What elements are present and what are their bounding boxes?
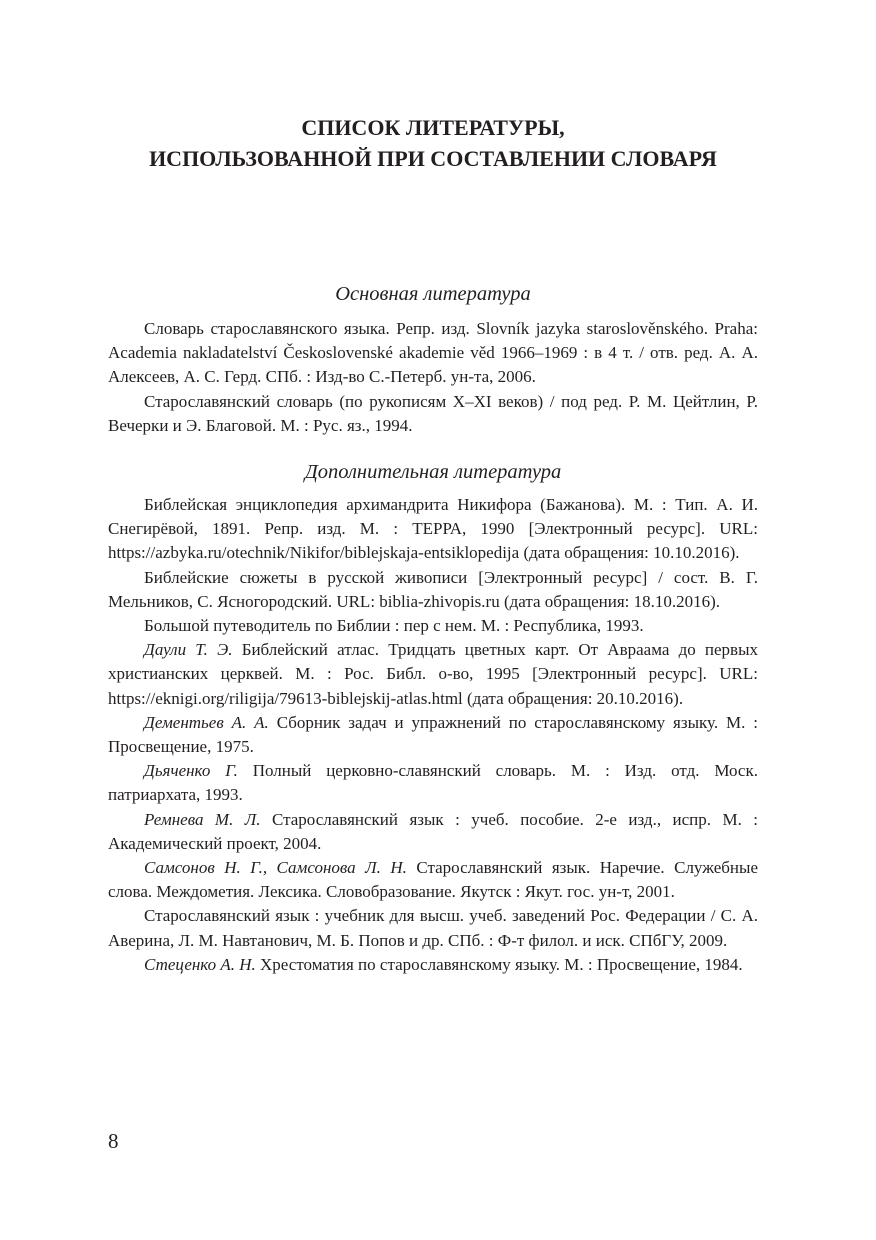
- bibliography-entry: [108, 711, 758, 759]
- bibliography-entry: [108, 614, 758, 638]
- page-title-line-1: СПИСОК ЛИТЕРАТУРЫ,: [301, 115, 565, 140]
- bibliography-entry: [108, 808, 758, 856]
- entry-text: Большой путеводитель по Библии : пер с нем. М. : Республика, 1993.: [144, 616, 644, 636]
- bibliography-entry: [108, 904, 758, 952]
- entry-text: Библейские сюжеты в русской живописи [Электронный ресурс] / сост. В. Г. Мельников, С. Ясногородский. URL: biblia-zhivopis.ru (дата обращения: 18.10.2016).: [108, 567, 758, 611]
- entry-author: Даули Т. Э.: [144, 640, 233, 660]
- main-literature-heading: Основная литература: [335, 283, 531, 305]
- entry-text: Хрестоматия по старославянскому языку. М. : Просвещение, 1984.: [255, 954, 743, 974]
- entry-text: Библейская энциклопедия архимандрита Никифора (Бажанова). М. : Тип. А. И. Снегирёвой, 1891. Репр. изд. М. : ТЕРРА, 1990 [Электронный ресурс]. URL: https://azbyka.ru/otechnik/Nikifor/biblejskaja-entsiklopedija (дата обращения: 10.10.2016).: [108, 495, 758, 563]
- bibliography-entry: [108, 566, 758, 614]
- page-title: [108, 112, 758, 174]
- entry-text: Библейский атлас. Тридцать цветных карт. От Авраама до первых христианских церквей. М. : Рос. Библ. о-во, 1995 [Электронный ресурс]. URL: https://eknigi.org/riligija/79613-biblejskij-atlas.html (дата обращения: 20.10.2016).: [108, 640, 759, 708]
- page-title-line-2: ИСПОЛЬЗОВАННОЙ ПРИ СОСТАВЛЕНИИ СЛОВАРЯ: [149, 146, 717, 171]
- bibliography-entry: [108, 638, 758, 711]
- bibliography-entry: [108, 317, 758, 390]
- additional-literature-heading: Дополнительная литература: [304, 461, 562, 483]
- bibliography-entry: [108, 759, 758, 807]
- bibliography-entry: [108, 953, 758, 977]
- bibliography-entry: [108, 856, 758, 904]
- entry-text: Сборник задач и упражнений по старославянскому языку. М. : Просвещение, 1975.: [108, 712, 758, 757]
- entry-author: Стеценко А. Н.: [144, 954, 256, 974]
- additional-literature-list: [108, 493, 758, 977]
- entry-author: Самсонов Н. Г., Самсонова Л. Н.: [144, 858, 407, 878]
- entry-text: Старославянский язык. Наречие. Служебные слова. Междометия. Лексика. Словобразование. Якутск : Якут. гос. ун-т, 2001.: [108, 858, 758, 902]
- bibliography-entry: [108, 390, 758, 438]
- main-literature-list: [108, 317, 758, 438]
- entry-text: Словарь старославянского языка. Репр. изд. Slovník jazyka staroslověnského. Praha: Academia nakladatelství Československé akademie věd 1966–1969 : в 4 т. / отв. ред. А. А. Алексеев, А. С. Герд. СПб. : Изд-во С.-Петерб. ун-та, 2006.: [108, 319, 758, 387]
- entry-author: Дьяченко Г.: [144, 761, 238, 781]
- page-number: 8: [108, 1129, 119, 1153]
- entry-author: Дементьев А. А.: [144, 712, 269, 732]
- bibliography-entry: [108, 493, 758, 566]
- entry-author: Ремнева М. Л.: [144, 809, 261, 829]
- entry-text: Старославянский язык : учебник для высш. учеб. заведений Рос. Федерации / С. А. Аверина, Л. М. Навтанович, М. Б. Попов и др. СПб. : Ф-т филол. и иск. СПбГУ, 2009.: [108, 906, 758, 950]
- entry-text: Старославянский язык : учеб. пособие. 2-е изд., испр. М. : Академический проект, 2004.: [108, 809, 758, 853]
- entry-text: Старославянский словарь (по рукописям X–XI веков) / под ред. Р. М. Цейтлин, Р. Вечерки и Э. Благовой. М. : Рус. яз., 1994.: [108, 391, 758, 435]
- entry-text: Полный церковно-славянский словарь. М. : Изд. отд. Моск. патриархата, 1993.: [108, 761, 758, 805]
